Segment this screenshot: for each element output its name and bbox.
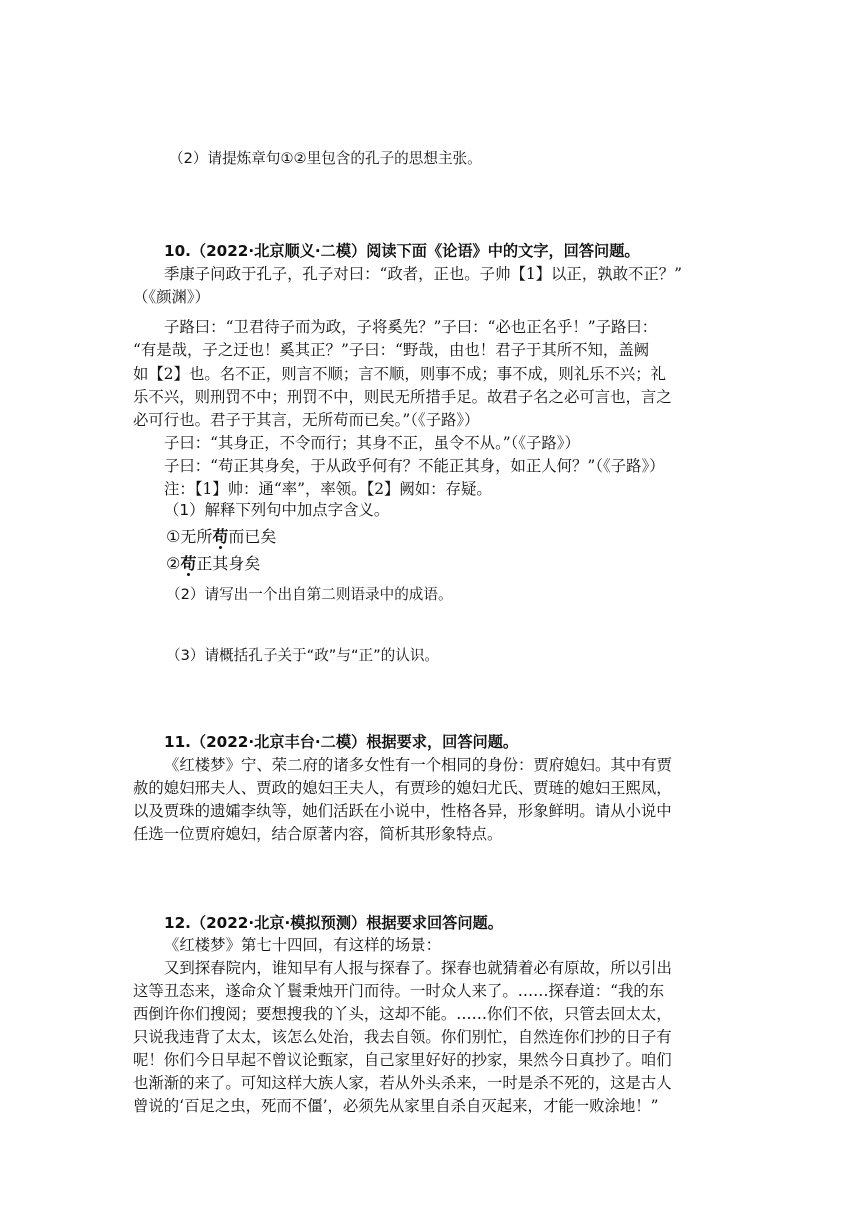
q12-passage-line: 呢！你们今日早起不曾议论甄家，自己家里好好的抄家，果然今日真抄了。咱们: [133, 1051, 672, 1069]
option-text: 正其身矣: [196, 554, 261, 573]
q10-subquestion-3: （3）请概括孔子关于“政”与“正”的认识。: [166, 647, 440, 664]
q10-passage-line: 必可行也。君子于其言，无所苟而已矣。”（《子路》）: [133, 411, 480, 429]
q11-text-line: 以及贾珠的遗孀李纨等，她们活跃在小说中，性格各异，形象鲜明。请从小说中: [133, 802, 672, 820]
q10-subquestion-2: （2）请写出一个出自第二则语录中的成语。: [166, 586, 453, 603]
dotted-char: 苟: [180, 554, 197, 573]
q12-passage-line: 这等丑态来，遂命众丫鬟秉烛开门而待。一时众人来了。……探春道：“我的东: [133, 982, 665, 1000]
q10-passage-line: 乐不兴，则刑罚不中；刑罚不中，则民无所措手足。故君子名之必可言也，言之: [133, 388, 672, 406]
q10-option-1: [166, 527, 276, 547]
q12-header: 12.（2022·北京·模拟预测）根据要求回答问题。: [164, 914, 503, 932]
q12-passage-line: 曾说的‘百足之虫，死而不僵’，必须先从家里自杀自灭起来，才能一败涂地！”: [133, 1097, 659, 1115]
q10-header: 10.（2022·北京顺义·二模）阅读下面《论语》中的文字，回答问题。: [164, 242, 640, 260]
q10-passage-line: 子曰：“苟正其身矣，于从政乎何有？不能正其身，如正人何？”（《子路》）: [164, 457, 665, 475]
q11-text-line: 赦的媳妇邢夫人、贾政的媳妇王夫人，有贾珍的媳妇尤氏、贾琏的媳妇王熙凤，: [133, 779, 672, 797]
q11-text-line: 《红楼梦》宁、荣二府的诸多女性有一个相同的身份：贾府媳妇。其中有贾: [164, 756, 672, 774]
q11-text-line: 任选一位贾府媳妇，结合原著内容，简析其形象特点。: [133, 825, 503, 843]
dotted-char: 苟: [212, 527, 229, 546]
q10-passage-line: （《颜渊》）: [133, 288, 210, 306]
q12-passage-line: 又到探春院内，谁知早有人报与探春了。探春也就猜着必有原故，所以引出: [164, 959, 672, 977]
q10-passage-line: 季康子问政于孔子，孔子对曰：“政者，正也。子帅【1】以正，孰敢不正？”: [164, 265, 683, 283]
q10-note: 注：【1】帅：通“率”，率领。【2】阙如：存疑。: [164, 480, 492, 498]
option-text: 而已矣: [228, 527, 277, 546]
q10-option-2: [166, 554, 260, 574]
q10-passage-line: “有是哉，子之迂也！奚其正？”子曰：“野哉，由也！君子于其所不知，盖阙: [133, 341, 650, 359]
q12-passage-line: 只说我违背了太太，该怎么处治，我去自领。你们别忙，自然连你们抄的日子有: [133, 1028, 672, 1046]
q12-text-line: 《红楼梦》第七十四回，有这样的场景：: [164, 936, 442, 954]
q12-passage-line: 西倒许你们搜阅；要想搜我的丫头，这却不能。……你们不依，只管去回太太，: [133, 1005, 672, 1023]
q10-subquestion-1: （1）解释下列句中加点字含义。: [164, 501, 390, 519]
q10-passage-line: 子曰：“其身正，不令而行；其身不正，虽令不从。”（《子路》）: [164, 434, 580, 452]
q10-passage-line: 如【2】也。名不正，则言不顺；言不顺，则事不成；事不成，则礼乐不兴；礼: [133, 365, 667, 383]
option-text: ②: [166, 554, 181, 573]
q9-subquestion-2: （2）请提炼章句①②里包含的孔子的思想主张。: [169, 150, 482, 167]
option-text: ①无所: [166, 527, 213, 546]
q12-passage-line: 也渐渐的来了。可知这样大族人家，若从外头杀来，一时是杀不死的，这是古人: [133, 1074, 672, 1092]
q10-passage-line: 子路曰：“卫君待子而为政，子将奚先？”子曰：“必也正名乎！”子路曰：: [164, 318, 658, 336]
q11-header: 11.（2022·北京丰台·二模）根据要求，回答问题。: [164, 733, 519, 751]
